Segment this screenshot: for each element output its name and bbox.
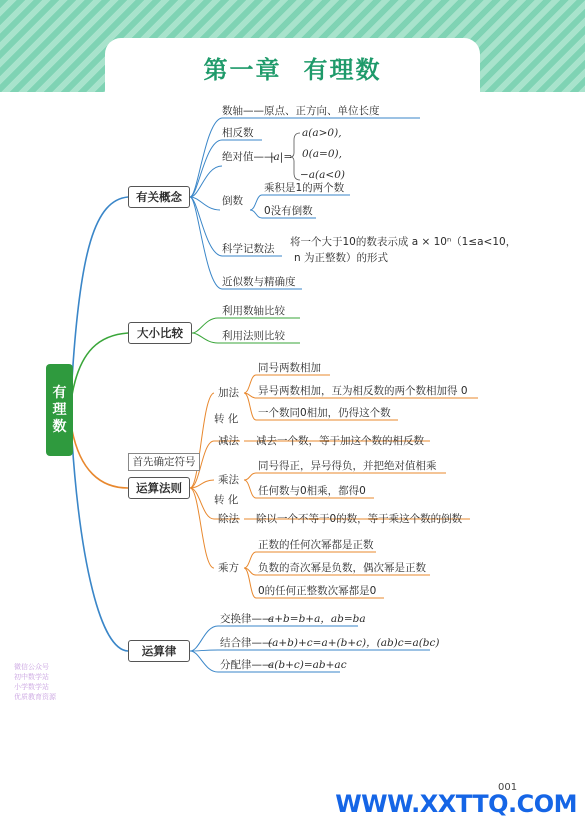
op-div-text: 除以一个不等于0的数，等于乘这个数的倒数 (256, 513, 463, 525)
connector-laws (72, 440, 128, 651)
op-add-label: 加法 (218, 387, 239, 399)
branch-laws: 运算律 (128, 640, 190, 662)
op-pow-item-1: 正数的任何次幂都是正数 (258, 539, 374, 551)
branch-concepts: 有关概念 (128, 186, 190, 208)
op-sub-label: 减法 (218, 435, 239, 447)
concept-abs-case-2: 0(a=0), (302, 148, 342, 160)
concept-abs-case-3: −a(a<0) (300, 169, 345, 181)
law-distributive-label: 分配律—— (220, 659, 273, 671)
concept-approx: 近似数与精确度 (222, 276, 296, 288)
law-associative-label: 结合律—— (220, 637, 273, 649)
operations-hint: 首先确定符号 (128, 453, 200, 471)
chapter-title: 有理数 (303, 56, 382, 84)
op-convert-2: 转 化 (214, 494, 239, 506)
compare-item-1: 利用数轴比较 (222, 305, 285, 317)
op-add-item-3: 一个数同0相加，仍得这个数 (258, 407, 391, 419)
concept-reciprocal: 倒数 (222, 195, 243, 207)
law-commutative: a+b=b+a，ab=ba (268, 613, 366, 625)
concept-sci-label: 科学记数法 (222, 243, 275, 255)
op-add-item-2: 异号两数相加，互为相反数的两个数相加得 0 (258, 385, 468, 397)
op-div-label: 除法 (218, 513, 239, 525)
page-number: 001 (498, 782, 518, 793)
concept-sci-text-2: n 为正整数）的形式 (294, 252, 388, 264)
law-commutative-label: 交换律—— (220, 613, 273, 625)
op-convert-1: 转 化 (214, 413, 239, 425)
op-mul-item-2: 任何数与0相乘，都得0 (258, 485, 366, 497)
op-add-item-1: 同号两数相加 (258, 362, 321, 374)
connector-operations (72, 430, 128, 488)
concept-abs-expr: |a|= (270, 151, 293, 163)
op-pow-item-2: 负数的奇次幂是负数，偶次幂是正数 (258, 562, 426, 574)
concept-axis: 数轴——原点、正方向、单位长度 (222, 105, 380, 117)
op-pow-label: 乘方 (218, 562, 239, 574)
op-mul-label: 乘法 (218, 474, 239, 486)
law-associative: (a+b)+c=a+(b+c)，(ab)c=a(bc) (268, 637, 440, 649)
law-distributive: a(b+c)=ab+ac (268, 659, 347, 671)
op-pow-item-3: 0的任何正整数次幂都是0 (258, 585, 377, 597)
compare-item-2: 利用法则比较 (222, 330, 285, 342)
concept-opposite: 相反数 (222, 127, 254, 139)
branch-operations: 运算法则 (128, 477, 190, 499)
op-sub-text: 减去一个数，等于加这个数的相反数 (256, 435, 424, 447)
root-node: 有理数 (46, 364, 73, 456)
concept-abs-case-1: a(a>0), (302, 127, 342, 139)
connector-concepts (72, 197, 128, 380)
concept-reciprocal-item-2: 0没有倒数 (264, 205, 313, 217)
concept-sci-text-1: 将一个大于10的数表示成 a × 10ⁿ（1≤a<10， (290, 236, 517, 248)
footer-url-watermark: WWW.XXTTQ.COM (335, 790, 577, 818)
concept-reciprocal-item-1: 乘积是1的两个数 (264, 182, 345, 194)
chapter-label: 第一章 (203, 56, 282, 84)
op-mul-item-1: 同号得正，异号得负，并把绝对值相乘 (258, 460, 437, 472)
side-watermark: 微信公众号 初中数学站 小学数学站 优质教育资源 (14, 663, 56, 701)
branch-compare: 大小比较 (128, 322, 192, 344)
connector-compare (72, 333, 128, 395)
concept-abs-label: 绝对值—— (222, 151, 275, 163)
